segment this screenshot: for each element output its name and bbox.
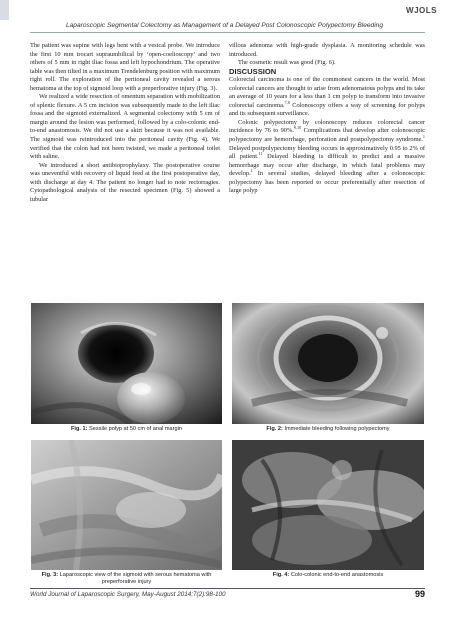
citation-superscript: 9,10 xyxy=(293,125,302,131)
footer-citation: World Journal of Laparoscopic Surgery, May-August 2014;7(2):98-100 xyxy=(30,591,226,598)
journal-tag: WJOLS xyxy=(406,6,437,15)
figure-2-image xyxy=(232,303,424,424)
figure-3-image xyxy=(31,440,222,570)
figure-label: Fig. 1: xyxy=(70,426,88,432)
citation-superscript: 1 xyxy=(250,168,253,174)
page-number: 99 xyxy=(414,589,425,599)
paragraph-text: Colonoscopy offers a way of screening for polyps and its subsequent surveillance. xyxy=(229,101,425,118)
paragraph-text: Colonic polypectomy by colonoscopy reduces colorectal cancer incidence by 76 to 90%. xyxy=(229,118,425,135)
paragraph: We introduced a short antibioprophylaxy. The postoperative course was uneventful with recovery of liquid feed at the first postoperative day, with discharge at day 4. The patient no longer had to note rectorragies. Cytopathological analysis of the resected specimen (Fig. 5) showed a tubular xyxy=(30,161,220,203)
section-heading-discussion: DISCUSSION xyxy=(229,66,277,76)
caption-text: Sessile polyp at 50 cm of anal margin xyxy=(89,426,182,432)
caption-text: Colo-colonic end-to-end anastomosis xyxy=(290,572,384,578)
paragraph-text: Delayed postpolypectomy bleeding occurs in approximatively 0.95 to 2% of all patient. xyxy=(229,144,425,161)
figure-3-caption xyxy=(31,572,222,586)
figure-4-caption xyxy=(232,572,424,579)
header-rule xyxy=(30,32,425,33)
citation-superscript: 11 xyxy=(258,151,263,156)
left-text-column xyxy=(30,42,220,204)
figure-label: Fig. 3: xyxy=(41,572,59,578)
figure-1-caption xyxy=(31,426,222,433)
paragraph: villous adenoma with high-grade dysplasia. A monitoring schedule was introduced. xyxy=(229,42,425,58)
citation-superscript: 7,8 xyxy=(284,99,290,105)
right-text-column xyxy=(229,42,425,196)
paragraph-text: Colorectal carcinoma is one of the commonest cancers in the world. Most colorectal cancers are thought to arise from adenomatous polyps and its take an average of 10 years for a less than 1 cm polyp to transform into invasive colorectal carcinoma. xyxy=(229,76,425,109)
paragraph: The cosmetic result was good (Fig. 6). xyxy=(238,59,336,67)
paragraph-text: Delayed bleeding is difficult to predict and a massive hemorrhage may occur after discharge, in which fatal problems may develop. xyxy=(229,153,425,178)
paragraph xyxy=(229,76,425,119)
figure-1-image xyxy=(31,303,222,424)
figure-label: Fig. 4: xyxy=(272,572,290,578)
running-title: Laparoscopic Segmental Colectomy as Management of a Delayed Post Colonoscopic Polypectomy Bleeding xyxy=(65,22,384,29)
paragraph: The patient was supine with legs bent with a vesical probe. We introduce the first 10 mm trocart supraumbilical by ‘open-coelioscopy’ and two others of 5 mm in right iliac fossa and left hypochondrium. The operative table was then tilted in a maximum Trendelenburg position with maximum right roll. The exploration of the peritoneal cavity revealed a serous hematoma at the top of sigmoid loop with a preperforative injury (Fig. 3). xyxy=(30,42,220,92)
figure-label: Fig. 2: xyxy=(266,426,283,432)
figure-2-caption xyxy=(232,426,424,433)
footer-rule xyxy=(30,588,425,589)
citation-superscript: 1 xyxy=(422,133,425,139)
caption-text: Immediate bleeding following polypectomy xyxy=(284,426,390,432)
page-edge-tab xyxy=(0,0,9,20)
paragraph-text: In several studies, delayed bleeding after a colonoscopic polypectomy has been reported to occur preferentially after resection of large polyp xyxy=(229,170,425,195)
paragraph: We realized a wide resection of omentum separation with mobilization of splenic flexure. A 5 cm incision was subsequently made to the left iliac fossa and the sigmoid externalized. A segmental colectomy with 5 cm of margin around the lesion was performed, followed by a colo-colonic end-to-end anastomosis. We did not use a skirt because it was not available. The sigmoid was reintroduced into the peritoneal cavity (Fig. 4). We verified that the colon had not been twisted, we made a peritoneal toilet with saline. xyxy=(30,93,220,161)
caption-text: Laparoscopic view of the sigmoid with serous hematoma with preperforative injury xyxy=(59,572,212,585)
paragraph xyxy=(229,119,425,196)
figure-4-image xyxy=(232,440,424,570)
paragraph-text: Complications that develop after colonoscopic polypectomy are hemorrhage, perforation and postpolypectomy syndrome. xyxy=(229,127,426,144)
